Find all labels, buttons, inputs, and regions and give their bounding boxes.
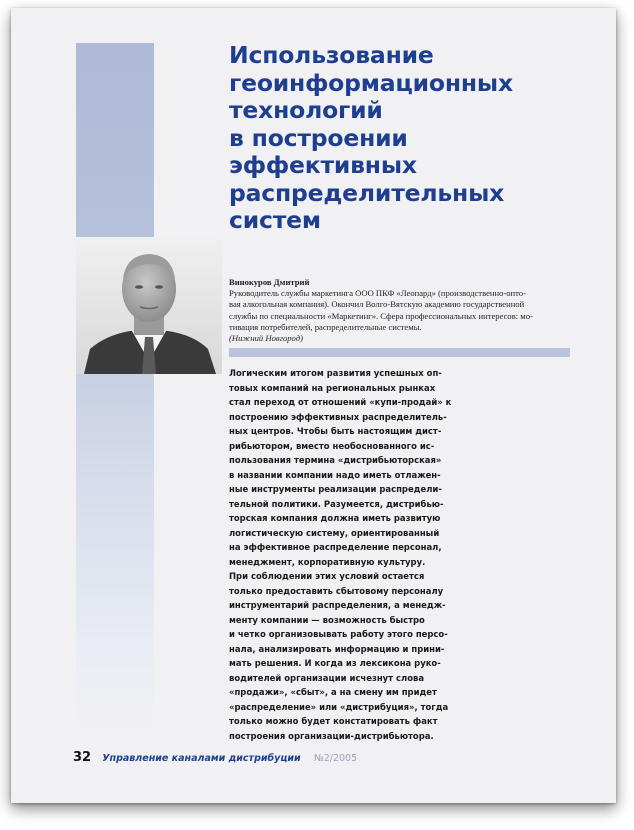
author-bio-line: Руководитель службы маркетинга ООО ПКФ «Леопард» (производственно-опто- <box>229 288 526 299</box>
magazine-title: Управление каналами дистрибуции <box>102 753 301 764</box>
lead-line: Логическим итогом развития успешных оп- <box>229 368 442 378</box>
lead-line: стал переход от отношений «купи-продай» к <box>229 397 452 407</box>
lead-line: «продажи», «сбыт», а на смену им придет <box>229 687 437 697</box>
author-photo <box>76 237 222 374</box>
lead-line: ные инструменты реализации распредели- <box>229 484 442 494</box>
lead-line: только предоставить сбытовому персоналу <box>229 585 444 596</box>
title-line: Использование <box>229 41 434 69</box>
author-city: (Нижний Новгород) <box>229 333 303 344</box>
issue-number: №2/2005 <box>313 753 358 764</box>
lead-line: При соблюдении этих условий остается <box>229 571 425 581</box>
title-line: эффективных <box>229 151 417 179</box>
lead-line: водителей организации исчезнут слова <box>229 672 425 683</box>
lead-line: только можно будет констатировать факт <box>229 716 438 726</box>
lead-line: торская компания должна иметь развитую <box>229 513 441 523</box>
author-info <box>229 277 569 344</box>
lead-line: в названии компании надо иметь отлажен- <box>229 469 441 480</box>
article-title <box>229 42 589 235</box>
author-bio-line: тивация потребителей, распределительные системы. <box>229 321 422 332</box>
title-line: в построении <box>229 123 408 152</box>
lead-line: построения организации-дистрибьютора. <box>229 730 434 741</box>
title-line: технологий <box>229 96 383 124</box>
title-line: систем <box>229 206 321 234</box>
author-name: Винокуров Дмитрий <box>229 277 310 287</box>
lead-line: ных центров. Чтобы быть настоящим дист- <box>229 426 442 436</box>
lead-line: товых компаний на региональных рынках <box>229 382 436 393</box>
lead-line: рибьютором, вместо необоснованного ис- <box>229 440 435 451</box>
lead-line: мать решения. И когда из лексикона руко- <box>229 658 441 668</box>
lead-line: пользования термина «дистрибьюторская» <box>229 455 442 465</box>
lead-line: тельной политики. Разумеется, дистрибью- <box>229 498 444 509</box>
title-line: геоинформационных <box>229 68 513 97</box>
lead-line: нала, анализировать информацию и прини- <box>229 643 445 654</box>
lead-line: менту компании — возможность быстро <box>229 614 425 625</box>
title-line: распределительных <box>229 178 505 207</box>
lead-line: построению эффективных распределитель- <box>229 411 447 422</box>
lead-line: инструментарий распределения, а менедж- <box>229 600 446 610</box>
page-number: 32 <box>73 750 92 765</box>
magazine-page <box>11 8 616 803</box>
author-bio-line: службы по специальности «Маркетинг». Сфера профессиональных интересов: мо- <box>229 310 533 321</box>
lead-paragraph <box>229 366 529 743</box>
page-footer <box>73 746 357 765</box>
lead-line: и четко организовывать работу этого персо- <box>229 629 448 639</box>
sidebar-color-band <box>76 43 154 733</box>
lead-line: менеджмент, корпоративную культуру. <box>229 556 426 567</box>
lead-line: «распределение» или «дистрибуция», тогда <box>229 701 449 712</box>
lead-line: на эффективное распределение персонал, <box>229 542 442 552</box>
author-bio-line: вая алкогольная компания). Окончил Волго-Вятскую академию государственной <box>229 299 525 310</box>
divider-bar <box>229 348 570 357</box>
lead-line: логистическую систему, ориентированный <box>229 527 440 538</box>
